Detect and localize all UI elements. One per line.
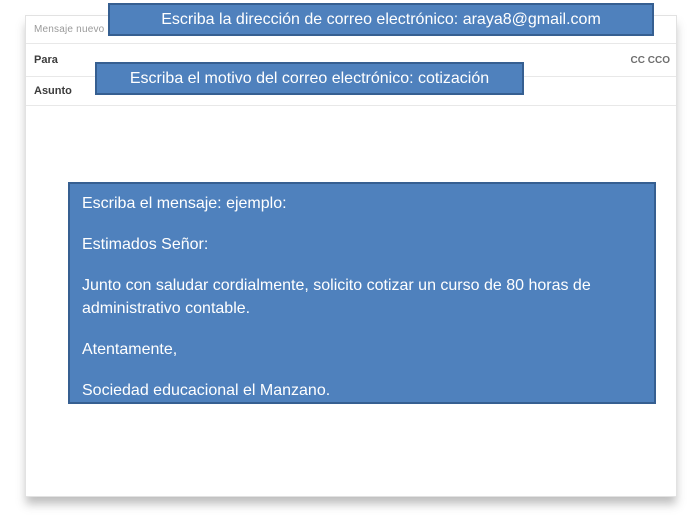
annotation-subject: [95, 62, 524, 95]
compose-title: Mensaje nuevo: [34, 24, 105, 35]
annotation-subject-text: Escriba el motivo del correo electrónico: cotización: [129, 69, 490, 87]
annotation-message-line: Estimados Señor:: [82, 236, 209, 253]
annotation-message-line: Escriba el mensaje: ejemplo:: [82, 195, 287, 212]
annotation-message-line: Junto con saludar cordialmente, solicito cotizar un curso de 80 horas de administrativo contable.: [82, 277, 591, 317]
annotation-email-address: [108, 3, 654, 36]
annotation-message-line: Sociedad educacional el Manzano.: [82, 382, 331, 399]
annotation-message-body: [68, 182, 656, 404]
cc-cco-toggle[interactable]: CC CCO: [630, 54, 670, 66]
to-label: Para: [34, 54, 58, 66]
annotation-email-address-text: Escriba la dirección de correo electrónico: araya8@gmail.com: [161, 10, 601, 28]
subject-label: Asunto: [34, 85, 72, 97]
annotation-message-line: Atentamente,: [82, 341, 178, 358]
